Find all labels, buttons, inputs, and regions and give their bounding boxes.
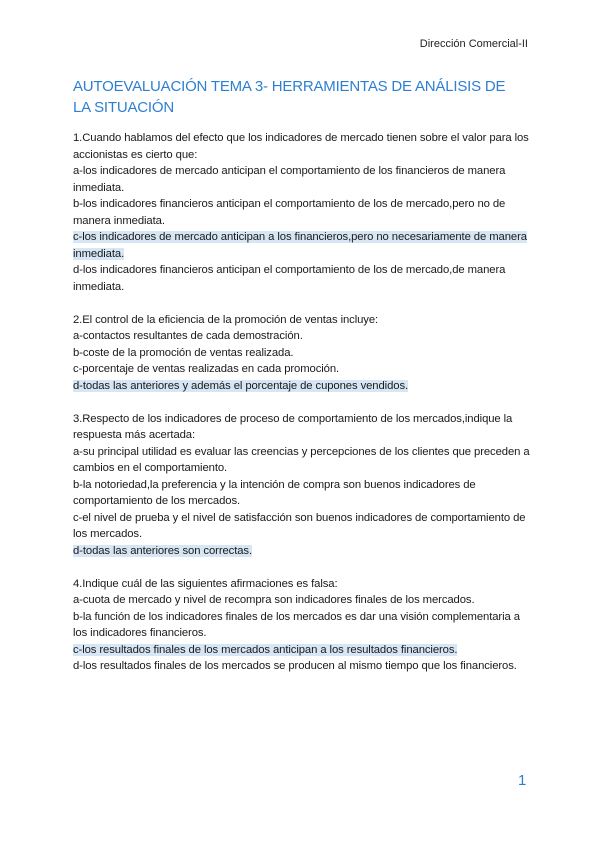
- page-title: AUTOEVALUACIÓN TEMA 3- HERRAMIENTAS DE ANÁLISIS DE LA SITUACIÓN: [73, 78, 506, 116]
- question-3: [73, 411, 535, 560]
- answer-option: b-coste de la promoción de ventas realizada.: [73, 346, 294, 359]
- answer-option-correct: c-los indicadores de mercado anticipan a los financieros,pero no necesariamente de manera inmediata.: [73, 231, 527, 260]
- question-prompt: 3.Respecto de los indicadores de proceso de comportamiento de los mercados,indique la respuesta más acertada:: [73, 412, 513, 441]
- question-prompt: 1.Cuando hablamos del efecto que los indicadores de mercado tienen sobre el valor para los accionistas es cierto que:: [73, 132, 529, 161]
- answer-option: d-los resultados finales de los mercados se producen al mismo tiempo que los financieros.: [73, 660, 517, 672]
- document-header: Dirección Comercial-II: [419, 38, 528, 50]
- question-prompt: 4.Indique cuál de las siguientes afirmaciones es falsa:: [73, 577, 338, 590]
- question-4: [73, 576, 535, 675]
- answer-option-correct: c-los resultados finales de los mercados anticipan a los resultados financieros.: [73, 643, 458, 656]
- answer-option: a-cuota de mercado y nivel de recompra son indicadores finales de los mercados.: [73, 594, 475, 606]
- answer-option: b-la notoriedad,la preferencia y la intención de compra son buenos indicadores de comportamiento de los mercados.: [73, 478, 476, 507]
- answer-option: b-la función de los indicadores finales de los mercados es dar una visión complementaria a los indicadores financieros.: [73, 610, 520, 639]
- question-prompt: 2.El control de la eficiencia de la promoción de ventas incluye:: [73, 313, 379, 326]
- answer-option: a-su principal utilidad es evaluar las creencias y percepciones de los clientes que preceden a cambios en el comportamiento.: [73, 445, 530, 474]
- answer-option: a-los indicadores de mercado anticipan el comportamiento de los financieros de manera inmediata.: [73, 165, 506, 194]
- answer-option: c-porcentaje de ventas realizadas en cada promoción.: [73, 363, 340, 375]
- answer-option: d-los indicadores financieros anticipan el comportamiento de los de mercado,de manera inmediata.: [73, 264, 506, 293]
- page-number: 1: [518, 772, 527, 789]
- question-2: [73, 312, 535, 395]
- answer-option-correct: d-todas las anteriores son correctas.: [73, 544, 253, 557]
- answer-option: b-los indicadores financieros anticipan el comportamiento de los de mercado,pero no de manera inmediata.: [73, 198, 506, 227]
- question-1: [73, 130, 535, 295]
- answer-option-correct: d-todas las anteriores y además el porcentaje de cupones vendidos.: [73, 379, 409, 392]
- answer-option: a-contactos resultantes de cada demostración.: [73, 330, 303, 342]
- quiz-content: [73, 130, 535, 691]
- answer-option: c-el nivel de prueba y el nivel de satisfacción son buenos indicadores de comportamiento de los mercados.: [73, 511, 526, 540]
